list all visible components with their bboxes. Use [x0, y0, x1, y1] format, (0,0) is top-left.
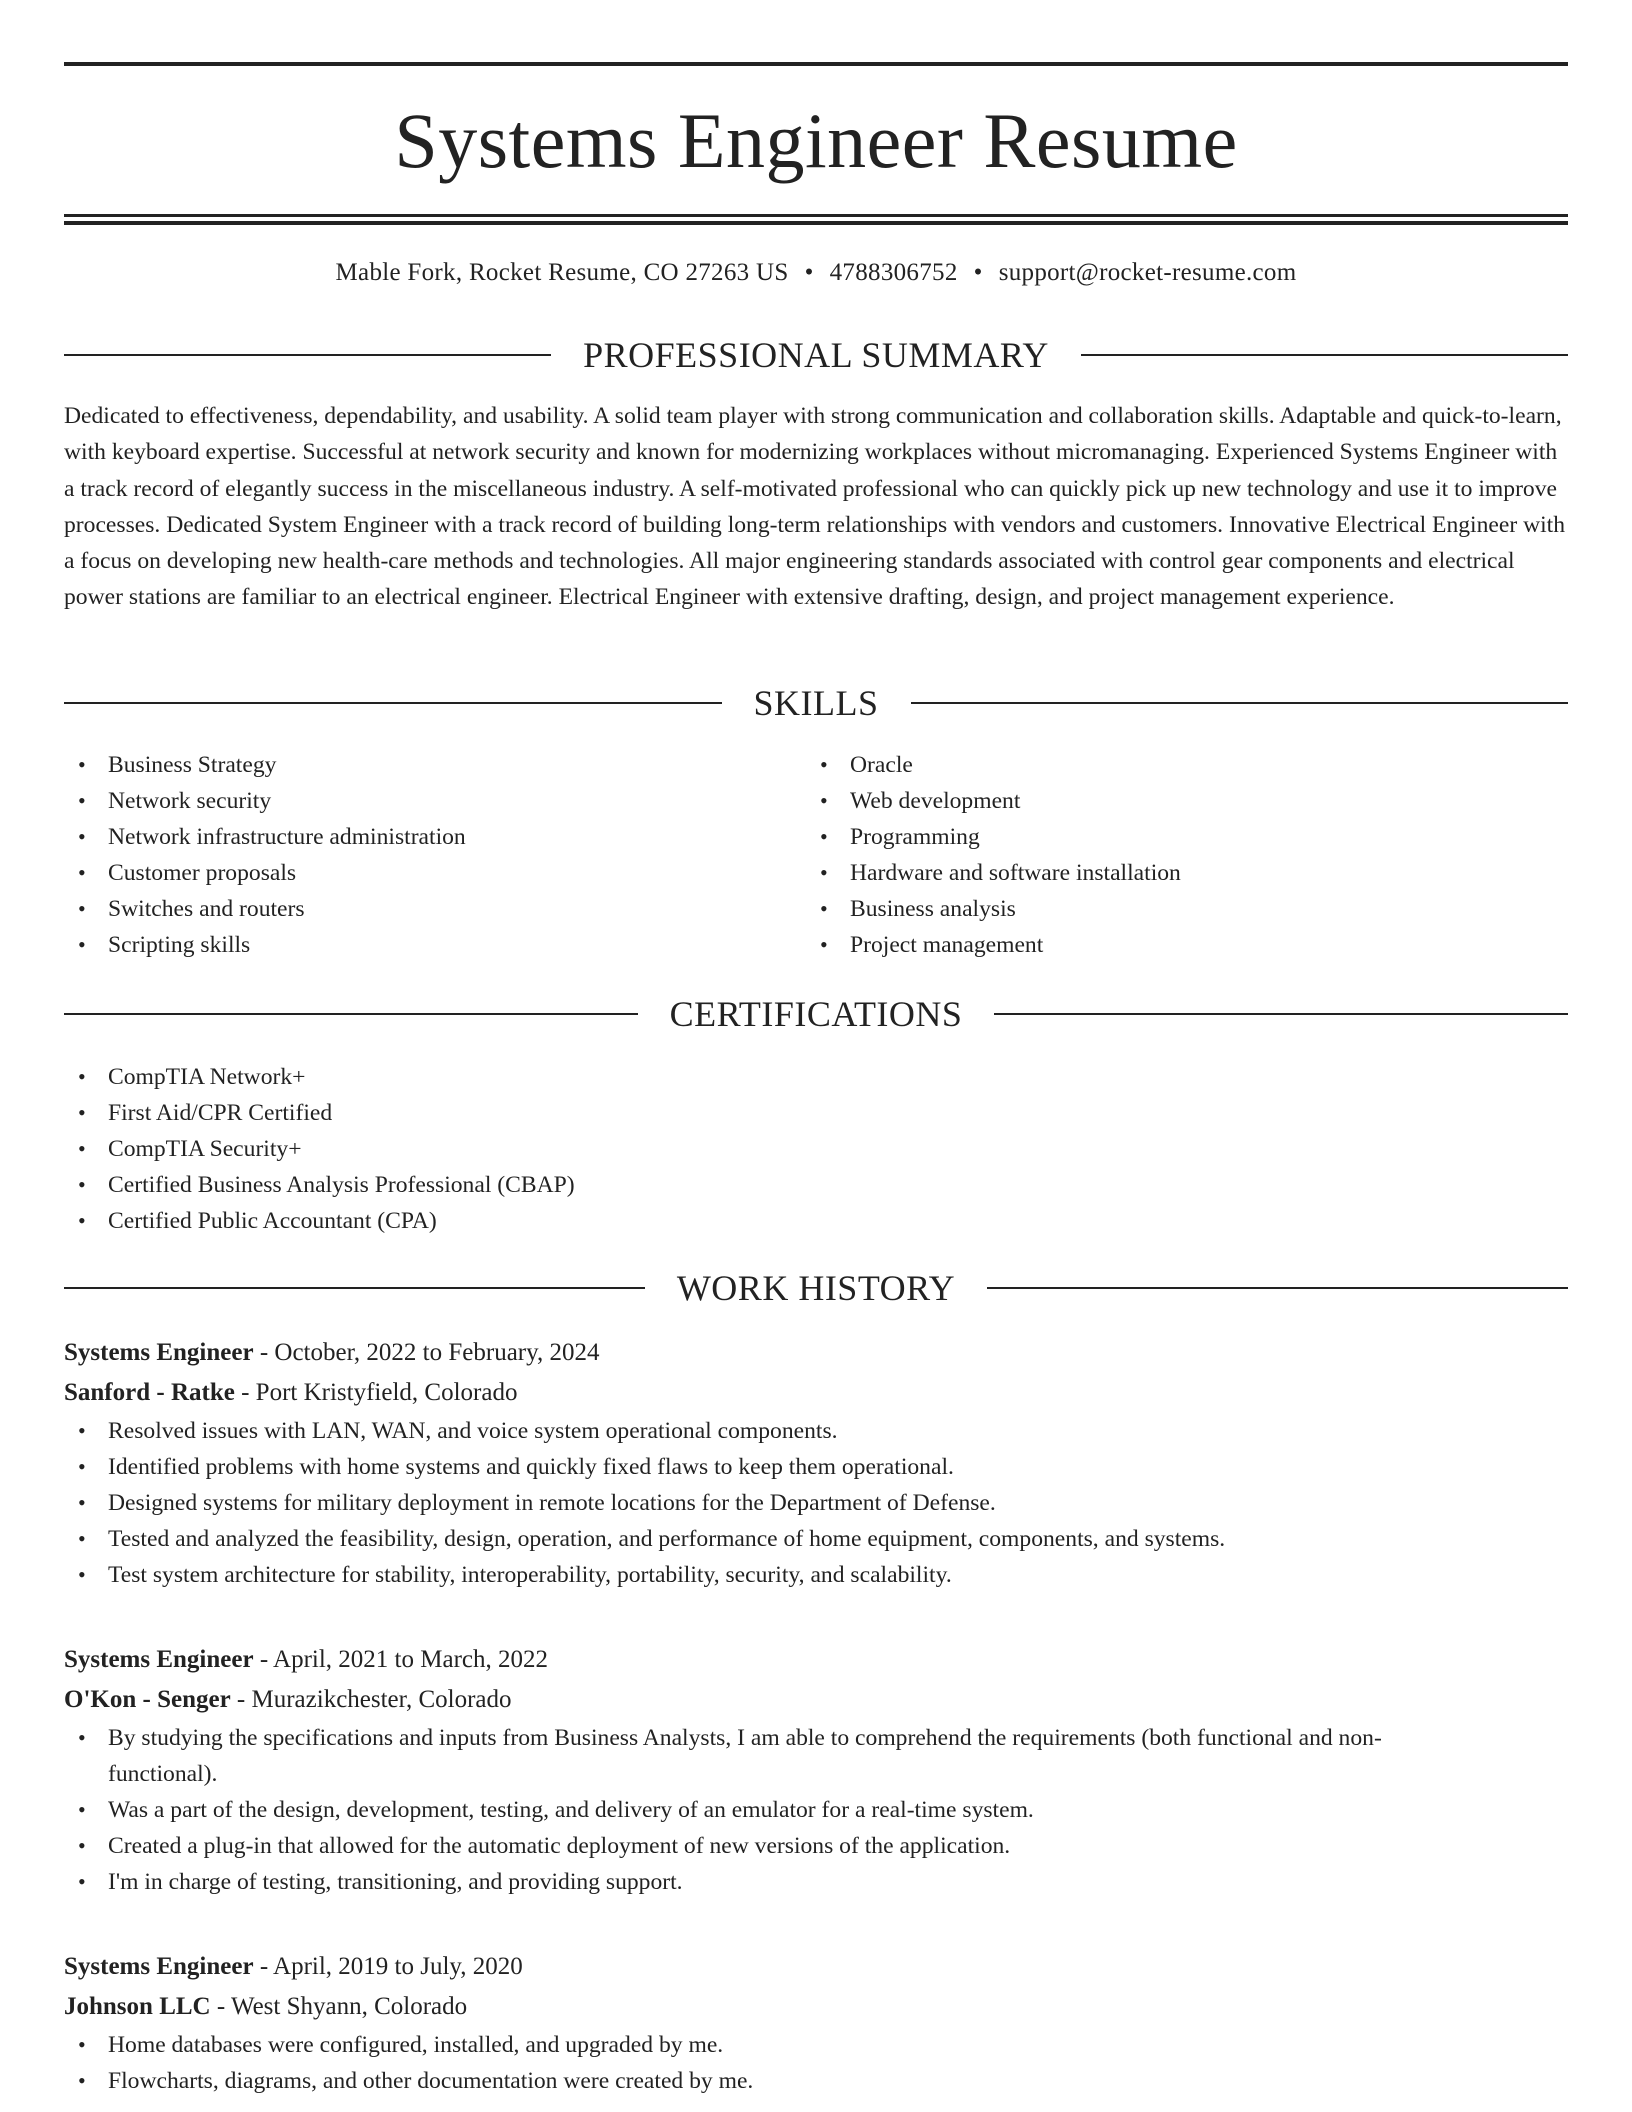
- certification-item: • Certified Public Accountant (CPA): [64, 1203, 1568, 1239]
- contact-email: support@rocket-resume.com: [998, 259, 1297, 286]
- job-company-line: [64, 1680, 1568, 1720]
- duty-item: • By studying the specifications and inputs from Business Analysts, I am able to comprehend the requirements (both functional and non-functional).: [64, 1720, 1454, 1792]
- job-company: O'Kon - Senger: [64, 1686, 231, 1713]
- section-title: WORK HISTORY: [676, 1268, 956, 1308]
- contact-separator: •: [973, 259, 983, 286]
- certification-item: • CompTIA Network+: [64, 1059, 1568, 1095]
- skill-item: • Hardware and software installation: [806, 855, 1548, 891]
- job-title: Systems Engineer: [64, 1646, 254, 1673]
- job-location: - Murazikchester, Colorado: [230, 1686, 512, 1713]
- skills-heading: [64, 682, 1568, 724]
- job-company: Sanford - Ratke: [64, 1379, 235, 1406]
- skill-item: • Switches and routers: [64, 891, 806, 927]
- job-location: - Port Kristyfield, Colorado: [234, 1379, 518, 1406]
- summary-text: Dedicated to effectiveness, dependability, and usability. A solid team player with strong communication and collaboration skills. Adaptable and quick-to-learn, with keyboard expertise. Successful at network security and known for modernizing workplaces without micromanaging. Experienced Systems Engineer with a track record of elegantly success in the miscellaneous industry. A self-motivated professional who can quickly pick up new technology and use it to improve processes. Dedicated System Engineer with a track record of building long-term relationships with vendors and customers. Innovative Electrical Engineer with a focus on developing new health-care methods and technologies. All major engineering standards associated with control gear components and electrical power stations are familiar to an electrical engineer. Electrical Engineer with extensive drafting, design, and project management experience.: [64, 403, 1566, 611]
- job-entry: [64, 1947, 1568, 2099]
- title-double-rule: [64, 214, 1568, 225]
- duty-item: • I'm in charge of testing, transitioning, and providing support.: [64, 1864, 1454, 1900]
- job-dates: - April, 2019 to July, 2020: [253, 1953, 523, 1980]
- duty-item: • Test system architecture for stability, interoperability, portability, security, and scalability.: [64, 1557, 1568, 1593]
- work-history-heading: [64, 1267, 1568, 1309]
- job-title-line: [64, 1947, 1568, 1987]
- duty-item: • Was a part of the design, development, testing, and delivery of an emulator for a real-time system.: [64, 1792, 1454, 1828]
- job-duties: [64, 1720, 1454, 1900]
- skill-item: • Project management: [806, 927, 1548, 963]
- skill-item: • Network infrastructure administration: [64, 819, 806, 855]
- skill-item: • Business analysis: [806, 891, 1548, 927]
- job-title: Systems Engineer: [64, 1339, 254, 1366]
- heading-rule: [64, 354, 551, 356]
- contact-line: [64, 259, 1568, 287]
- skill-item: • Web development: [806, 783, 1548, 819]
- duty-item: • Flowcharts, diagrams, and other documentation were created by me.: [64, 2063, 1568, 2099]
- resume-page: [64, 0, 1568, 2094]
- job-entry: [64, 1333, 1568, 1593]
- duty-item: • Created a plug-in that allowed for the automatic deployment of new versions of the application.: [64, 1828, 1454, 1864]
- top-rule: [64, 62, 1568, 66]
- duty-item: • Resolved issues with LAN, WAN, and voice system operational components.: [64, 1413, 1568, 1449]
- job-title-line: [64, 1333, 1568, 1373]
- skill-item: • Network security: [64, 783, 806, 819]
- skill-item: • Programming: [806, 819, 1548, 855]
- skills-column-right: [806, 747, 1548, 963]
- duty-item: • Tested and analyzed the feasibility, design, operation, and performance of home equipment, components, and systems.: [64, 1521, 1568, 1557]
- job-duties: [64, 2027, 1568, 2099]
- contact-address: Mable Fork, Rocket Resume, CO 27263 US: [335, 259, 789, 286]
- heading-rule: [911, 702, 1569, 704]
- certification-item: • CompTIA Security+: [64, 1131, 1568, 1167]
- heading-rule: [994, 1013, 1568, 1015]
- skill-item: • Oracle: [806, 747, 1548, 783]
- duty-item: • Designed systems for military deployment in remote locations for the Department of Defense.: [64, 1485, 1568, 1521]
- duty-item: • Identified problems with home systems and quickly fixed flaws to keep them operational.: [64, 1449, 1568, 1485]
- job-title-line: [64, 1640, 1568, 1680]
- job-duties: [64, 1413, 1568, 1593]
- section-title: PROFESSIONAL SUMMARY: [583, 335, 1049, 375]
- job-location: - West Shyann, Colorado: [210, 1993, 468, 2020]
- duty-item: • Home databases were configured, installed, and upgraded by me.: [64, 2027, 1568, 2063]
- section-title: SKILLS: [753, 683, 879, 723]
- skill-item: • Scripting skills: [64, 927, 806, 963]
- summary-heading: [64, 334, 1568, 376]
- section-title: CERTIFICATIONS: [669, 994, 963, 1034]
- certification-item: • First Aid/CPR Certified: [64, 1095, 1568, 1131]
- job-dates: - April, 2021 to March, 2022: [253, 1646, 548, 1673]
- resume-title: Systems Engineer Resume: [394, 97, 1238, 184]
- certifications-list: [64, 1059, 1568, 1239]
- job-dates: - October, 2022 to February, 2024: [253, 1339, 600, 1366]
- job-title: Systems Engineer: [64, 1953, 254, 1980]
- skill-item: • Business Strategy: [64, 747, 806, 783]
- heading-rule: [64, 1013, 638, 1015]
- heading-rule: [64, 1287, 645, 1289]
- job-entry: [64, 1640, 1568, 1900]
- heading-rule: [987, 1287, 1568, 1289]
- skills-column-left: [64, 747, 806, 963]
- heading-rule: [64, 702, 722, 704]
- certifications-heading: [64, 993, 1568, 1035]
- contact-separator: •: [804, 259, 814, 286]
- skill-item: • Customer proposals: [64, 855, 806, 891]
- skills-list: [64, 747, 1568, 963]
- job-company: Johnson LLC: [64, 1993, 211, 2020]
- job-company-line: [64, 1373, 1568, 1413]
- contact-phone: 4788306752: [829, 259, 958, 286]
- job-company-line: [64, 1987, 1568, 2027]
- heading-rule: [1081, 354, 1568, 356]
- certification-item: • Certified Business Analysis Professional (CBAP): [64, 1167, 1568, 1203]
